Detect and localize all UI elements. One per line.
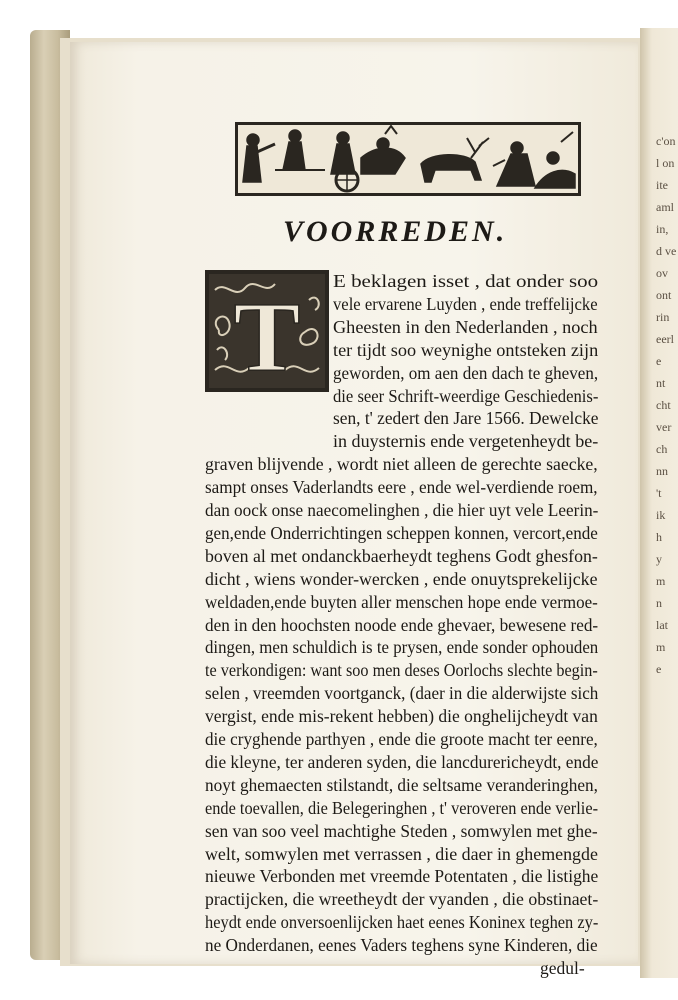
facing-page-fragment: d ve [656, 244, 677, 258]
facing-page-fragment: lat [656, 618, 668, 632]
drop-capital [205, 270, 329, 392]
text-line: selen , vreemden voortganck, (daer in die alderwijste sich [205, 683, 599, 704]
text-line: in duysternis ende vergetenheydt be- [333, 431, 599, 452]
text-line: geworden, om aen den dach te gheven, [333, 362, 599, 383]
text-line: sen, t' zedert den Jare 1566. Dewelcke [333, 408, 599, 429]
text-line: noyt ghemaecten stilstandt, die seltsame veranderinghen, [205, 774, 598, 795]
drop-capital-letter: T [233, 281, 301, 392]
facing-page-fragment: h [656, 530, 662, 544]
facing-page-fragment: y [656, 552, 662, 566]
text-line: Gheesten in den Nederlanden , noch [333, 316, 598, 337]
facing-page-fragment: eerl [656, 332, 674, 346]
facing-page-fragment: c'on [656, 134, 676, 148]
text-line: gen,ende Onderrichtingen scheppen konnen, vercort,ende [205, 522, 598, 543]
facing-page-fragment: nn [656, 464, 668, 478]
facing-page-fragment: ont [656, 288, 672, 302]
facing-page-fragment: e [656, 662, 662, 676]
facing-page-fragment: in, [656, 222, 669, 236]
text-line: vele ervarene Luyden , ende treffelijcke [333, 293, 598, 314]
text-line: E beklagen isset , dat onder soo [333, 271, 599, 291]
text-line: ne Onderdanen, eenes Vaders teghens syne Kinderen, die [205, 935, 598, 956]
text-line: sen van soo veel machtighe Steden , somwylen met ghe- [205, 820, 598, 841]
facing-page-fragment: n [656, 596, 662, 610]
facing-page-fragment: aml [656, 200, 674, 214]
woodcut-ornament [235, 122, 581, 196]
text-line: graven blijvende , wordt niet alleen de gerechte saecke, [205, 454, 598, 475]
text-line: dan oock onse naecomelinghen , die hier uyt vele Leerin- [205, 500, 599, 520]
text-line: die seer Schrift-weerdige Geschiedenis- [333, 385, 599, 406]
facing-page-fragment: ch [656, 442, 668, 456]
text-line: sampt onses Vaderlandts eere , ende wel-verdiende roem, [205, 477, 598, 498]
text-line: heydt ende onversoenlijcken haet eenes Koninex teghen zy- [205, 912, 599, 933]
facing-page-fragment: nt [656, 376, 666, 390]
text-line: dingen, men schuldich is te prysen, ende sonder ophouden [205, 637, 599, 658]
page-heading: VOORREDEN. [283, 215, 508, 248]
facing-page-text [656, 130, 678, 680]
text-line: die cryghende parthyen , ende die groote macht ter eenre, [205, 729, 598, 749]
facing-page-fragment: m [656, 640, 666, 654]
text-line: weldaden,ende buyten aller menschen hope ende vermoe- [205, 591, 598, 612]
text-line: vergist, ende mis-rekent hebben) die onghelijcheydt van [205, 706, 598, 727]
facing-page-fragment: ov [656, 266, 668, 280]
facing-page-fragment: ik [656, 508, 666, 522]
text-line: welt, somwylen met verrassen , die daer in ghemengde [205, 843, 598, 864]
text-line: practijcken, die wreetheydt der vyanden , die obstinaet- [205, 889, 599, 910]
facing-page-fragment: ite [656, 178, 668, 192]
facing-page-fragment: ver [656, 420, 672, 434]
text-line: te verkondigen: want soo men deses Oorlochs slechte begin- [205, 660, 598, 681]
text-line: gedul- [540, 958, 585, 978]
text-line: den in den hoochsten noode ende ghevaer, bewesene red- [205, 614, 599, 635]
facing-page-fragment: 't [656, 486, 662, 500]
text-line: nieuwe Verbonden met vreemde Potentaten , die listighe [205, 866, 599, 887]
text-line: boven al met ondanckbaerheydt teghens Godt ghesfon- [205, 545, 598, 566]
text-line: dicht , wiens wonder-wercken , ende onuytsprekelijcke [205, 568, 598, 589]
facing-page-fragment: m [656, 574, 666, 588]
facing-page-fragment: rin [656, 310, 670, 324]
facing-page-fragment: cht [656, 398, 671, 412]
facing-page-fragment: e [656, 354, 662, 368]
text-line: ende toevallen, die Belegeringhen , t' veroveren ende verlie- [205, 797, 599, 818]
facing-page-fragment: l on [656, 156, 675, 170]
text-line: ter tijdt soo weynighe ontsteken zijn [333, 339, 599, 360]
text-line: die kleyne, ter anderen syden, die lancdurericheydt, ende [205, 751, 599, 772]
